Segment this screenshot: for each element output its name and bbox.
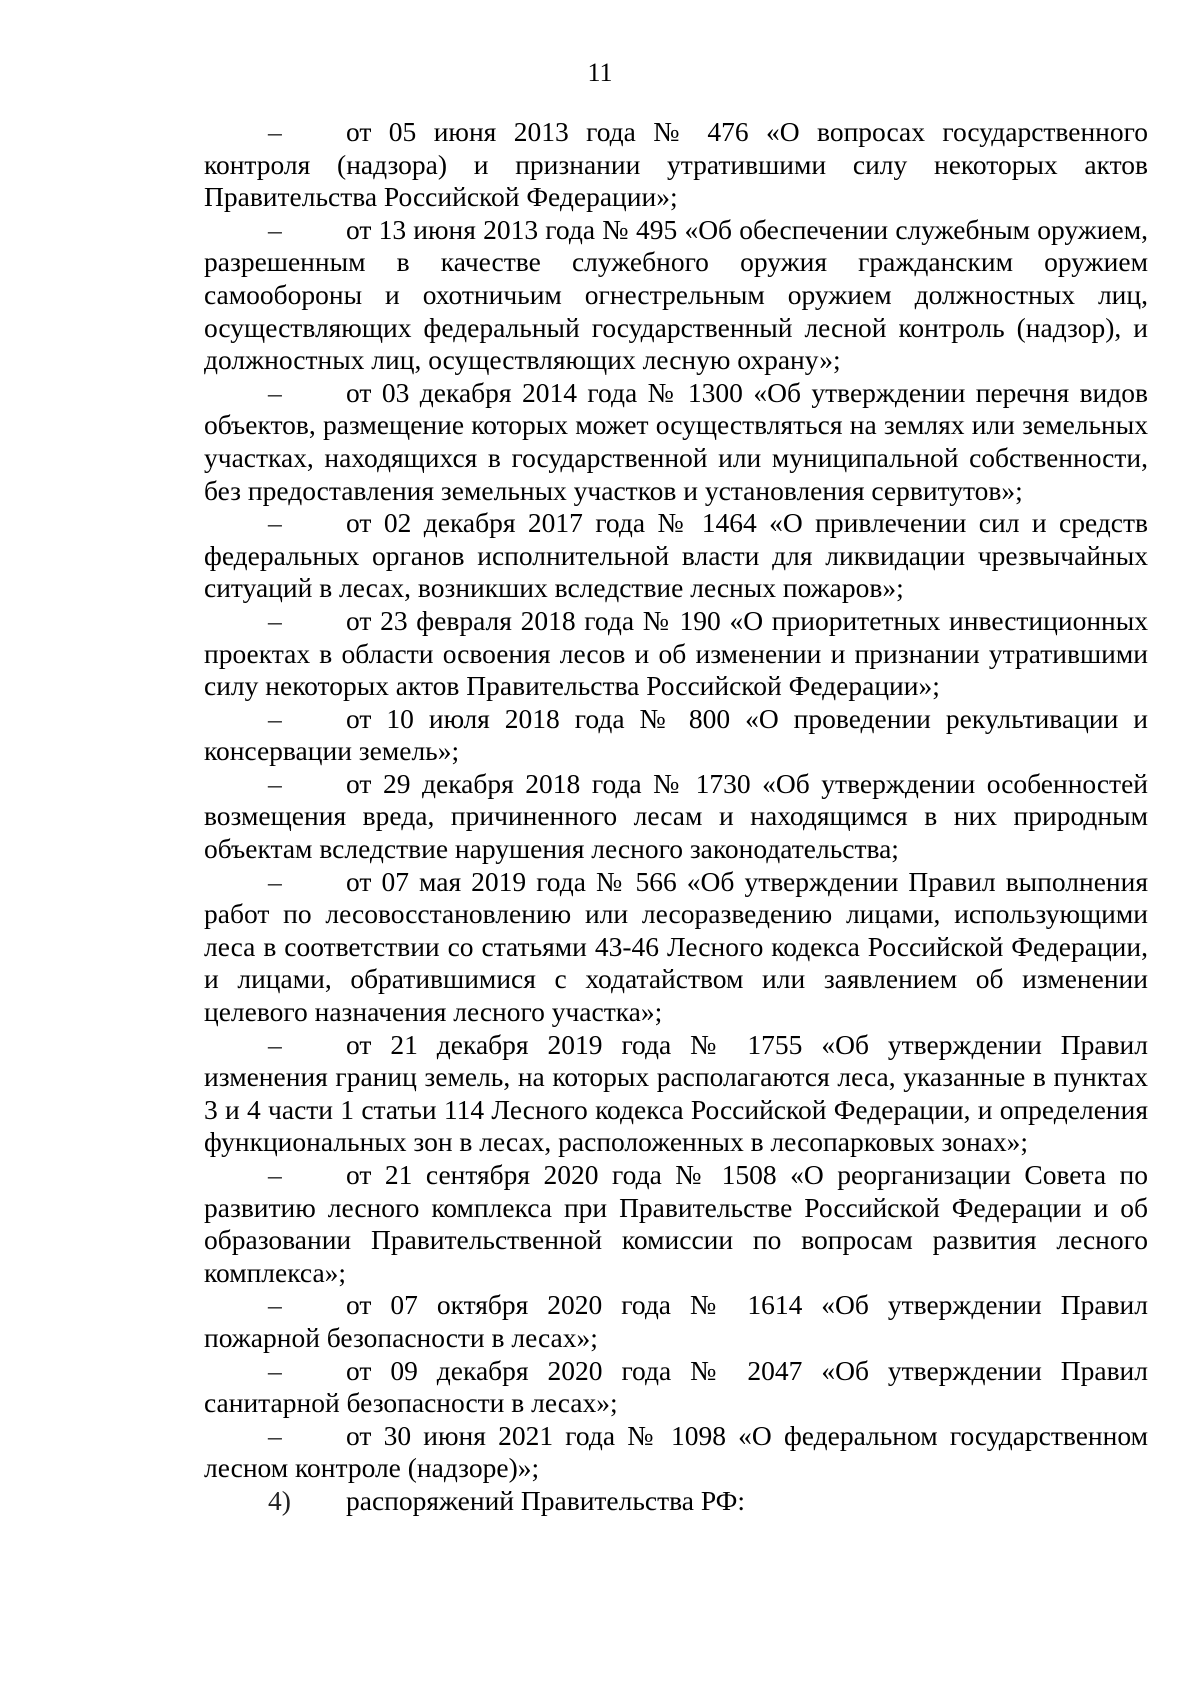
list-item [204,703,1148,768]
list-item [204,1355,1148,1420]
list-marker: – [268,1354,282,1386]
list-item-text: от 02 декабря 2017 года № 1464 «О привлечении сил и средств федеральных органов исполнительной власти для ликвидации чрезвычайных ситуаций в лесах, возникших вследствие лесных пожаров»; [204,507,1148,604]
list-item-text: от 29 декабря 2018 года № 1730 «Об утверждении особенностей возмещения вреда, причиненного лесам и находящимся в них природным объектам вследствие нарушения лесного законодательства; [204,767,1148,865]
list-item [204,507,1148,605]
list-item [204,214,1148,377]
list-item-text: от 07 мая 2019 года № 566 «Об утверждении Правил выполнения работ по лесовосстановлению или лесоразведению лицами, использующими леса в соответствии со статьями 43-46 Лесного кодекса Российской Федерации, и лицами, обратившимися с ходатайством или заявлением об изменении целевого назначения лесного участка»; [204,865,1148,1028]
list-item [204,1029,1148,1159]
list-item [204,1420,1148,1485]
list-item-text: от 09 декабря 2020 года № 2047 «Об утверждении Правил санитарной безопасности в лесах»; [204,1354,1148,1419]
list-item [204,768,1148,866]
list-marker: – [268,507,282,539]
list-item [204,1159,1148,1289]
list-item [204,377,1148,507]
list-item-text: от 30 июня 2021 года № 1098 «О федеральном государственном лесном контроле (надзоре)»; [204,1419,1148,1484]
list-marker: – [268,1289,282,1321]
list-item-text: от 03 декабря 2014 года № 1300 «Об утверждении перечня видов объектов, размещение которых может осуществляться на землях или земельных участках, находящихся в государственной или муниципальной собственности, без предоставления земельных участков и установления сервитутов»; [204,376,1148,506]
list-item [204,1485,1148,1518]
list-item-text: от 07 октября 2020 года № 1614 «Об утверждении Правил пожарной безопасности в лесах»; [204,1289,1148,1353]
list-item-text: от 05 июня 2013 года № 476 «О вопросах государственного контроля (надзора) и признании утратившими силу некоторых актов Правительства Российской Федерации»; [204,116,1148,213]
list-item-text: от 13 июня 2013 года № 495 «Об обеспечении служебным оружием, разрешенным в качестве служебного оружия гражданским оружием самообороны и охотничьим огнестрельным оружием должностных лиц, осуществляющих федеральный государственный лесной контроль (надзор), и должностных лиц, осуществляющих лесную охрану»; [204,213,1148,376]
list-item [204,605,1148,703]
list-marker: – [268,702,282,734]
list-marker: – [268,767,282,799]
list-marker: 4) [268,1484,291,1516]
list-marker: – [268,1159,282,1190]
page-number: 11 [587,58,613,87]
list-item-text: от 23 февраля 2018 года № 190 «О приоритетных инвестиционных проектах в области освоения лесов и об изменении и признании утратившими силу некоторых актов Правительства Российской Федерации»; [204,604,1148,702]
document-body [204,116,1148,1518]
list-marker: – [268,376,282,408]
list-item-text: от 10 июля 2018 года № 800 «О проведении рекультивации и консервации земель»; [204,702,1148,767]
list-marker: – [268,116,282,147]
list-marker: – [268,213,282,245]
list-marker: – [268,1419,282,1451]
list-marker: – [268,865,282,897]
list-item-text: от 21 сентября 2020 года № 1508 «О реорганизации Совета по развитию лесного комплекса при Правительстве Российской Федерации и об образовании Правительственной комиссии по вопросам развития лесного комплекса»; [204,1159,1148,1288]
list-item [204,1289,1148,1354]
list-item [204,866,1148,1029]
list-marker: – [268,1028,282,1060]
list-item [204,116,1148,214]
list-item-text: распоряжений Правительства РФ: [346,1484,746,1516]
list-item-text: от 21 декабря 2019 года № 1755 «Об утверждении Правил изменения границ земель, на которых располагаются леса, указанные в пунктах 3 и 4 части 1 статьи 114 Лесного кодекса Российской Федерации, и определения функциональных зон в лесах, расположенных в лесопарковых зонах»; [204,1028,1148,1158]
list-marker: – [268,604,282,636]
